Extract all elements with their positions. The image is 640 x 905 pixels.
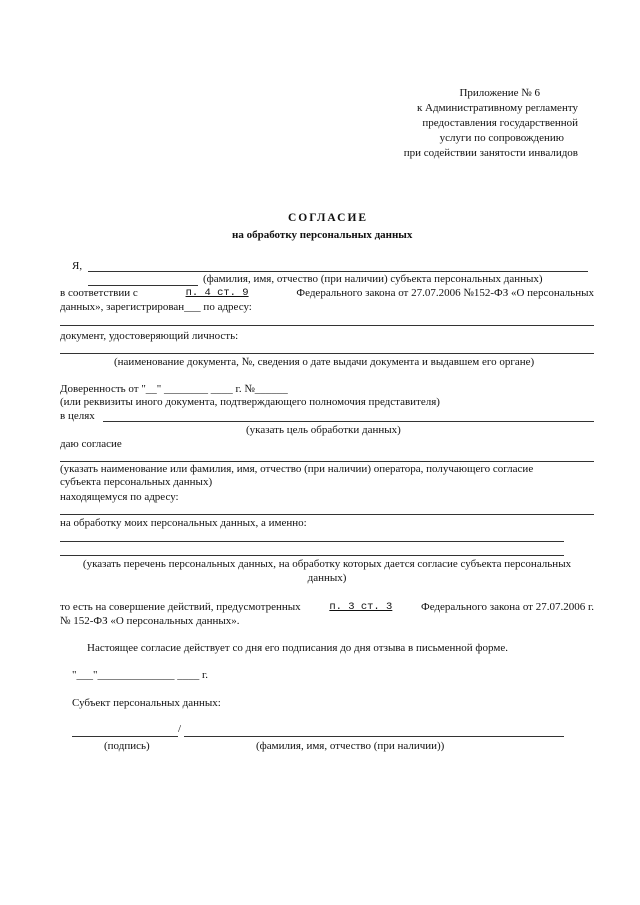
consent-label: даю согласие [60,438,122,450]
id-document-hint: (наименование документа, №, сведения о дате выдачи документа и выдавшем его органе) [114,356,535,368]
validity-text: Настоящее согласие действует со дня его подписания до дня отзыва в письменной форме. [87,642,508,654]
signature-slash: / [178,723,182,735]
law2-post: Федерального закона от 27.07.2006 г. [421,601,594,613]
id-document-label: документ, удостоверяющий личность: [60,330,239,342]
law2-article: п. 3 ст. 3 [329,601,393,613]
operator-field-line [60,461,594,462]
ya-label: Я, [72,260,83,272]
operator-address-label: находящемуся по адресу: [60,491,179,503]
list-hint-2: данных) [307,572,347,584]
document-subtitle: на обработку персональных данных [232,229,413,241]
list-hint-1: (указать перечень персональных данных, на обработку которых дается согласие субъекта персональных [82,558,572,570]
signature-fio-hint: (фамилия, имя, отчество (при наличии)) [256,740,445,752]
power-of-attorney-line: Доверенность от "__" ________ ____ г. №______ [60,383,288,395]
law-ref-pre: в соответствии с [60,287,138,299]
fio-field-line-2 [88,285,198,286]
fio-field-line [88,271,588,272]
law-ref-post: Федерального закона от 27.07.2006 №152-ФЗ «О персональных [296,287,594,299]
processing-field-line-2 [60,555,564,556]
date-line: "___"______________ ____ г. [72,669,209,681]
appendix-line-1: Приложение № 6 [459,87,540,99]
law2-line-1 [60,601,594,614]
operator-hint-line-1 [60,463,594,476]
operator-address-field-line [60,514,594,515]
processing-label: на обработку моих персональных данных, а именно: [60,517,307,529]
purpose-label: в целях [60,410,95,422]
appendix-line-2: к Административному регламенту [416,102,578,114]
law2-line-2: № 152-ФЗ «О персональных данных». [60,615,240,627]
purpose-field-line [103,421,594,422]
operator-hint-2: субъекта персональных данных) [60,476,213,488]
address-field-line [60,325,594,326]
fio-hint: (фамилия, имя, отчество (при наличии) субъекта персональных данных) [203,273,543,285]
law-ref-line-1 [60,287,594,300]
operator-hint-1: (указать наименование или фамилия, имя, отчество (при наличии) оператора, получающего согласие [60,463,534,475]
appendix-line-5: при содействии занятости инвалидов [403,147,578,159]
processing-field-line-1 [60,541,564,542]
law-ref-article: п. 4 ст. 9 [185,287,249,299]
signature-fio-field-line [184,736,564,737]
signature-field-line [72,736,178,737]
law-ref-line-2: данных», зарегистрирован___ по адресу: [60,301,252,313]
signature-hint: (подпись) [104,740,150,752]
document-title: СОГЛАСИЕ [288,212,369,224]
purpose-hint: (указать цель обработки данных) [246,424,401,436]
law2-pre: то есть на совершение действий, предусмотренных [60,601,301,613]
subject-label: Субъект персональных данных: [72,697,221,709]
appendix-line-4: услуги по сопровождению [439,132,564,144]
appendix-line-3: предоставления государственной [422,117,578,129]
power-of-attorney-hint: (или реквизиты иного документа, подтверждающего полномочия представителя) [60,396,440,408]
id-document-field-line [60,353,594,354]
